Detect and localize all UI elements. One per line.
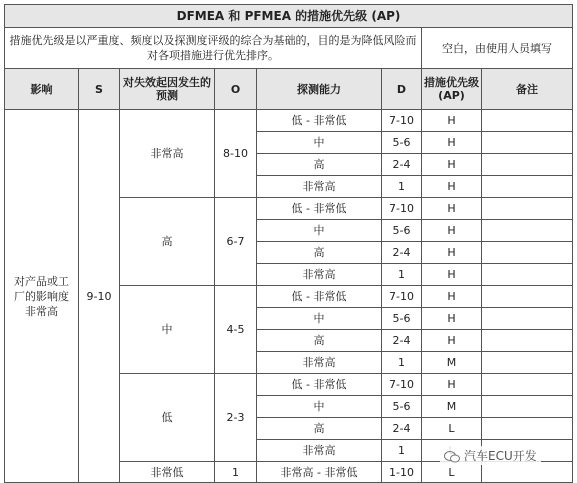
- detection-cell: 非常高: [257, 440, 382, 462]
- header-o: O: [215, 69, 257, 110]
- ap-cell: H: [422, 220, 482, 242]
- detection-cell: 高: [257, 330, 382, 352]
- detection-cell: 中: [257, 132, 382, 154]
- notes-cell: [482, 308, 573, 330]
- header-impact: 影响: [5, 69, 79, 110]
- prediction-cell: 高: [120, 198, 215, 286]
- ap-cell: H: [422, 198, 482, 220]
- prediction-cell: 低: [120, 374, 215, 462]
- occurrence-cell: 8-10: [215, 110, 257, 198]
- ap-cell: H: [422, 154, 482, 176]
- ap-cell: H: [422, 330, 482, 352]
- ap-table-sheet: [4, 4, 572, 483]
- notes-cell: [482, 330, 573, 352]
- notes-cell: [482, 286, 573, 308]
- detection-cell: 高: [257, 418, 382, 440]
- watermark: [440, 446, 541, 465]
- notes-cell: [482, 220, 573, 242]
- occurrence-cell: 1: [215, 462, 257, 483]
- notes-cell: [482, 110, 573, 132]
- detection-rating-cell: 1: [382, 264, 422, 286]
- ap-cell: H: [422, 242, 482, 264]
- header-s: S: [79, 69, 120, 110]
- ap-cell: H: [422, 374, 482, 396]
- detection-cell: 低 - 非常低: [257, 110, 382, 132]
- detection-cell: 高: [257, 154, 382, 176]
- header-notes: 备注: [482, 69, 573, 110]
- notes-cell: [482, 132, 573, 154]
- detection-rating-cell: 2-4: [382, 330, 422, 352]
- detection-cell: 低 - 非常低: [257, 286, 382, 308]
- detection-rating-cell: 5-6: [382, 308, 422, 330]
- ap-cell: L: [422, 418, 482, 440]
- detection-rating-cell: 7-10: [382, 374, 422, 396]
- wechat-icon: [444, 451, 460, 463]
- detection-cell: 中: [257, 396, 382, 418]
- ap-cell: H: [422, 132, 482, 154]
- severity-cell: 9-10: [79, 110, 120, 483]
- detection-rating-cell: 1: [382, 176, 422, 198]
- ap-cell: L: [422, 462, 482, 483]
- detection-rating-cell: 5-6: [382, 132, 422, 154]
- detection-cell: 低 - 非常低: [257, 198, 382, 220]
- detection-cell: 中: [257, 308, 382, 330]
- notes-cell: [482, 352, 573, 374]
- occurrence-cell: 4-5: [215, 286, 257, 374]
- detection-cell: 中: [257, 220, 382, 242]
- ap-cell: H: [422, 308, 482, 330]
- watermark-text: 汽车ECU开发: [464, 449, 537, 463]
- notes-cell: [482, 374, 573, 396]
- table-row: [5, 110, 573, 132]
- detection-rating-cell: 7-10: [382, 110, 422, 132]
- ap-cell: H: [422, 286, 482, 308]
- detection-rating-cell: 2-4: [382, 154, 422, 176]
- header-d: D: [382, 69, 422, 110]
- occurrence-cell: 2-3: [215, 374, 257, 462]
- detection-cell: 非常高: [257, 176, 382, 198]
- occurrence-cell: 6-7: [215, 198, 257, 286]
- detection-rating-cell: 1-10: [382, 462, 422, 483]
- detection-rating-cell: 2-4: [382, 242, 422, 264]
- header-prediction: 对失效起因发生的预测: [120, 69, 215, 110]
- detection-rating-cell: 1: [382, 440, 422, 462]
- notes-cell: [482, 242, 573, 264]
- ap-cell: H: [422, 264, 482, 286]
- detection-cell: 非常高: [257, 264, 382, 286]
- ap-cell: H: [422, 176, 482, 198]
- ap-cell: H: [422, 110, 482, 132]
- notes-cell: [482, 176, 573, 198]
- notes-cell: [482, 198, 573, 220]
- notes-cell: [482, 264, 573, 286]
- ap-cell: M: [422, 396, 482, 418]
- detection-rating-cell: 1: [382, 352, 422, 374]
- action-priority-table: [4, 4, 573, 483]
- notes-cell: [482, 418, 573, 440]
- detection-rating-cell: 7-10: [382, 198, 422, 220]
- table-title: DFMEA 和 PFMEA 的措施优先级 (AP): [5, 5, 573, 28]
- detection-rating-cell: 5-6: [382, 220, 422, 242]
- remark-note: 空白，由使用人员填写: [422, 28, 573, 69]
- detection-cell: 非常高: [257, 352, 382, 374]
- prediction-cell: 非常高: [120, 110, 215, 198]
- prediction-cell: 中: [120, 286, 215, 374]
- header-detection: 探测能力: [257, 69, 382, 110]
- detection-cell: 低 - 非常低: [257, 374, 382, 396]
- notes-cell: [482, 396, 573, 418]
- detection-cell: 非常高 - 非常低: [257, 462, 382, 483]
- prediction-cell: 非常低: [120, 462, 215, 483]
- detection-rating-cell: 2-4: [382, 418, 422, 440]
- impact-cell: 对产品或工厂的影响度非常高: [5, 110, 79, 483]
- notes-cell: [482, 154, 573, 176]
- header-ap: 措施优先级 (AP): [422, 69, 482, 110]
- table-description: 措施优先级是以严重度、频度以及探测度评级的综合为基础的，目的是为降低风险而对各项措施进行优先排序。: [5, 28, 422, 69]
- ap-cell: M: [422, 352, 482, 374]
- detection-rating-cell: 7-10: [382, 286, 422, 308]
- detection-rating-cell: 5-6: [382, 396, 422, 418]
- detection-cell: 高: [257, 242, 382, 264]
